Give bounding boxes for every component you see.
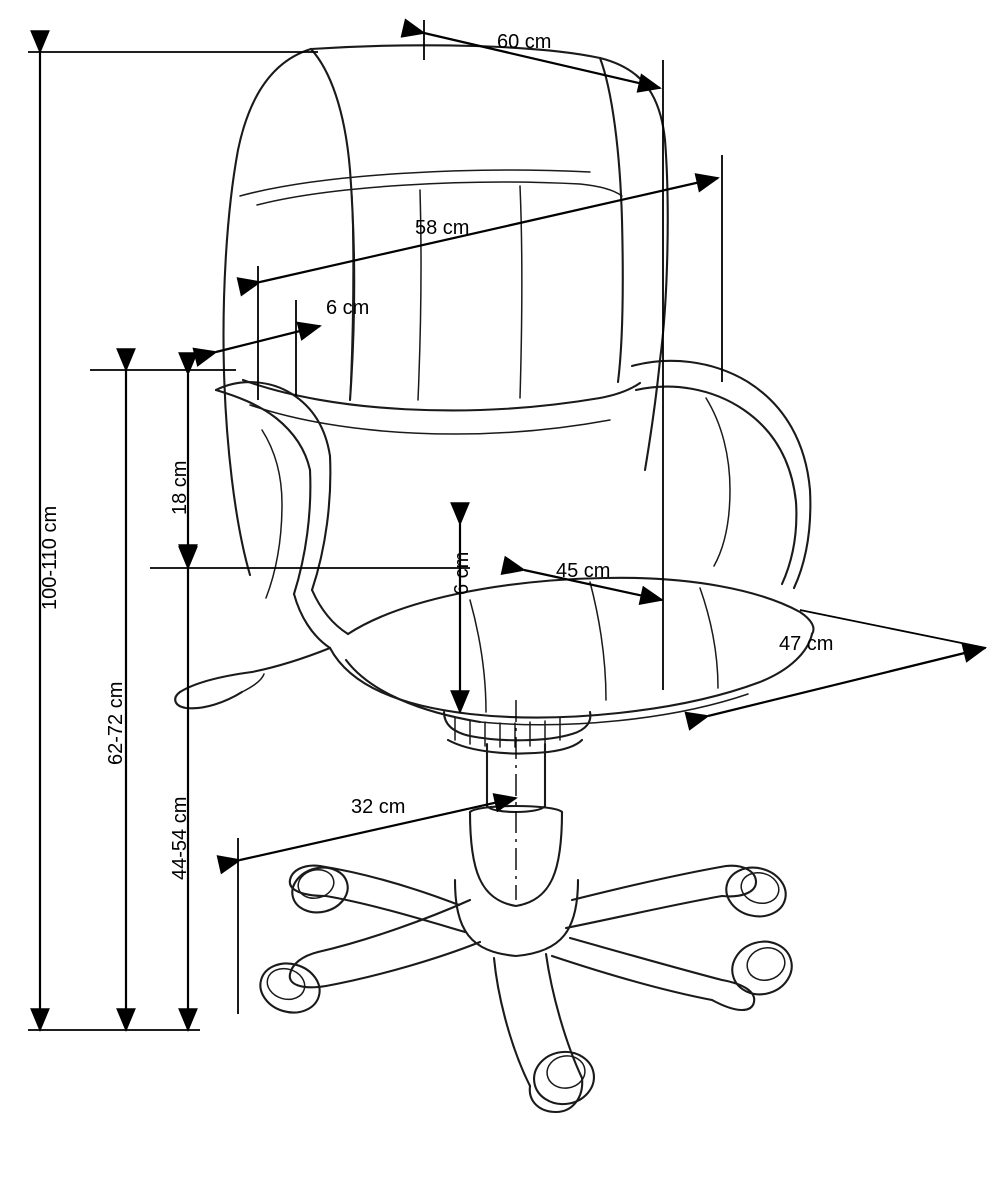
chair-backrest (224, 45, 668, 575)
dimension-label-backrest-thickness: 6 cm (326, 297, 370, 319)
dimension-label-base-radius: 32 cm (351, 796, 406, 818)
dimension-label-armrest-height: 18 cm (169, 460, 191, 515)
dimension-label-seat-height: 44-54 cm (169, 796, 191, 880)
dimension-backrest-width (260, 178, 718, 282)
caster-wheel-front (531, 1048, 598, 1108)
caster-wheel-right (721, 861, 791, 922)
dimension-label-seat-thickness: 6 cm (451, 551, 473, 595)
dimension-label-backrest-width: 58 cm (415, 217, 470, 239)
dimension-backrest-thickness (216, 326, 320, 352)
chair-armrests (216, 361, 810, 648)
dimension-seat-depth (708, 610, 986, 716)
dimension-label-overall-width: 60 cm (497, 31, 552, 53)
chair-seat (330, 578, 814, 725)
chair-base-star (255, 861, 798, 1112)
dimension-label-seat-back-height: 62-72 cm (105, 681, 127, 765)
chair-mechanism (175, 648, 590, 754)
dimension-label-seat-width: 45 cm (556, 560, 611, 582)
caster-wheel-front-right (726, 935, 798, 1002)
dimension-label-seat-depth: 47 cm (779, 633, 834, 655)
dimension-label-overall-height: 100-110 cm (39, 505, 61, 610)
